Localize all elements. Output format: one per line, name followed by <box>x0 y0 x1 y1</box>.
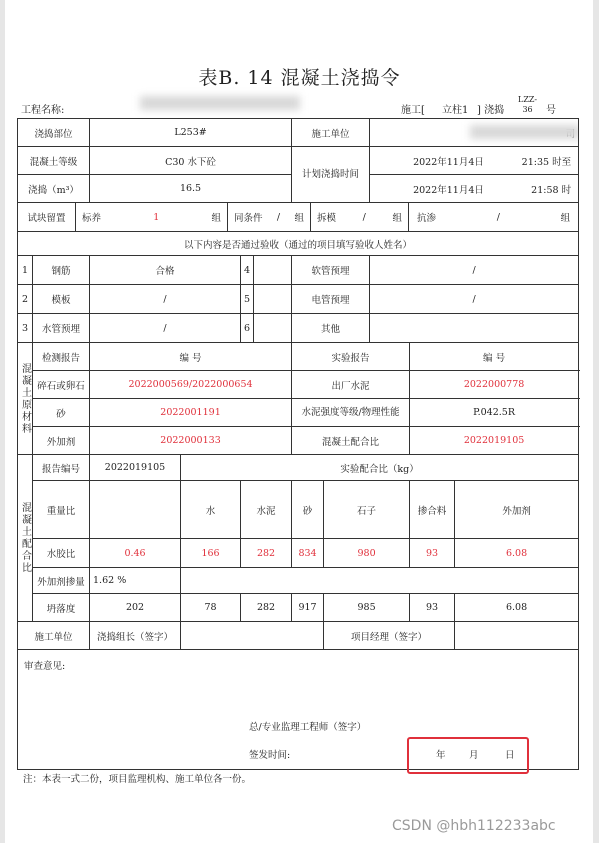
specimen-standard: 标养 1 组 <box>76 203 228 231</box>
planned-end <box>370 175 579 203</box>
review-label: 审查意见: <box>24 661 66 672</box>
pour-label: ] 浇捣 <box>477 105 505 116</box>
date-day: 日 <box>505 750 515 761</box>
materials-section-label: 混凝土原材料 <box>18 343 33 455</box>
date-month: 月 <box>469 750 479 761</box>
pour-location-label: 浇捣部位 <box>18 119 90 147</box>
concrete-grade-value: C30 水下砼 <box>90 147 292 175</box>
acceptance-title: 以下内容是否通过验收（通过的项目填写验收人姓名） <box>18 232 579 256</box>
water-binder-row: 水胶比 0.46 166 282 834 980 93 6.08 <box>18 539 579 568</box>
form-title: 表B. 14 混凝土浇捣令 <box>198 67 401 89</box>
end-time: 21:58 时 <box>531 184 572 196</box>
planned-time-label: 计划浇捣时间 <box>292 147 370 203</box>
materials-row: 砂 2022001191 水泥强度等级/物理性能 P.042.5R <box>18 399 579 427</box>
specimen-label: 试块留置 <box>18 203 76 231</box>
mix-col-stone: 石子 <box>324 481 410 539</box>
specimen-demold: 拆模 / 组 <box>311 203 409 231</box>
contractor-sign-label: 施工单位 <box>18 622 90 650</box>
report-number-label: 报告编号 <box>33 455 90 481</box>
contractor-value <box>370 119 579 147</box>
redacted-project-name <box>140 96 300 110</box>
pour-location-value: L253# <box>90 119 292 147</box>
mix-col-water: 水 <box>181 481 241 539</box>
footnote: 注：本表一式二份，项目监理机构、施工单位各一份。 <box>23 774 252 785</box>
manager-sign-field <box>455 622 579 650</box>
materials-row: 碎石或卵石 2022000569/2022000654 出厂水泥 2022000778 <box>18 371 579 399</box>
ratio-title: 实验配合比（kg） <box>181 455 579 481</box>
mix-col-cement: 水泥 <box>241 481 292 539</box>
pour-number: LZZ- 36 <box>518 95 538 114</box>
weight-ratio-label: 重量比 <box>33 481 90 539</box>
viewer-right-margin <box>593 0 599 843</box>
contractor-label: 施工单位 <box>292 119 370 147</box>
admixture-dosage-row: 外加剂掺量 1.62 % <box>18 568 579 594</box>
pour-volume-label: 浇捣（m³） <box>18 175 90 203</box>
construction-part: 立柱1 <box>442 105 469 116</box>
pour-volume-value: 16.5 <box>90 175 292 203</box>
number-suffix: 号 <box>546 105 556 116</box>
materials-head-col4: 编 号 <box>410 343 579 371</box>
end-date: 2022年11月4日 <box>413 184 484 196</box>
specimen-same-condition: 同条件 / 组 <box>228 203 311 231</box>
report-number-value: 2022019105 <box>90 455 181 481</box>
redacted-contractor <box>470 125 579 139</box>
mix-section-label: 混凝土配合比 <box>18 455 33 622</box>
start-time: 21:35 时至 <box>521 156 572 168</box>
date-year: 年 <box>436 750 446 761</box>
materials-head-col1: 检测报告 <box>33 343 90 371</box>
pour-order-table <box>17 118 579 770</box>
mix-col-sand: 砂 <box>292 481 324 539</box>
acceptance-row: 3 水管预埋 / 6 其他 <box>18 314 579 343</box>
manager-sign-label: 项目经理（签字） <box>324 622 455 650</box>
engineer-sign-label: 总/专业监理工程师（签字） <box>249 722 367 733</box>
slump-row: 坍落度 202 78 282 917 985 93 6.08 <box>18 594 579 622</box>
materials-row: 外加剂 2022000133 混凝土配合比 2022019105 <box>18 427 579 455</box>
viewer-left-margin <box>0 0 5 843</box>
materials-head-col3: 实验报告 <box>292 343 410 371</box>
issue-time-label: 签发时间: <box>249 750 291 761</box>
materials-head-col2: 编 号 <box>90 343 292 371</box>
mix-col-mineral: 掺合料 <box>410 481 455 539</box>
construction-label: 施工[ <box>401 105 425 116</box>
project-name-label: 工程名称: <box>21 105 65 116</box>
date-highlight-box <box>407 737 529 774</box>
leader-sign-field <box>181 622 324 650</box>
start-date: 2022年11月4日 <box>413 156 484 168</box>
concrete-grade-label: 混凝土等级 <box>18 147 90 175</box>
acceptance-row: 2 模板 / 5 电管预埋 / <box>18 285 579 314</box>
acceptance-row: 1 钢筋 合格 4 软管预埋 / <box>18 256 579 285</box>
planned-start <box>370 147 579 175</box>
specimen-row <box>18 203 579 232</box>
leader-sign-label: 浇捣组长（签字） <box>90 622 181 650</box>
csdn-watermark: CSDN @hbh112233abc <box>392 818 556 834</box>
mix-col-admixture: 外加剂 <box>455 481 579 539</box>
specimen-seepage: 抗渗 / 组 <box>417 211 571 224</box>
